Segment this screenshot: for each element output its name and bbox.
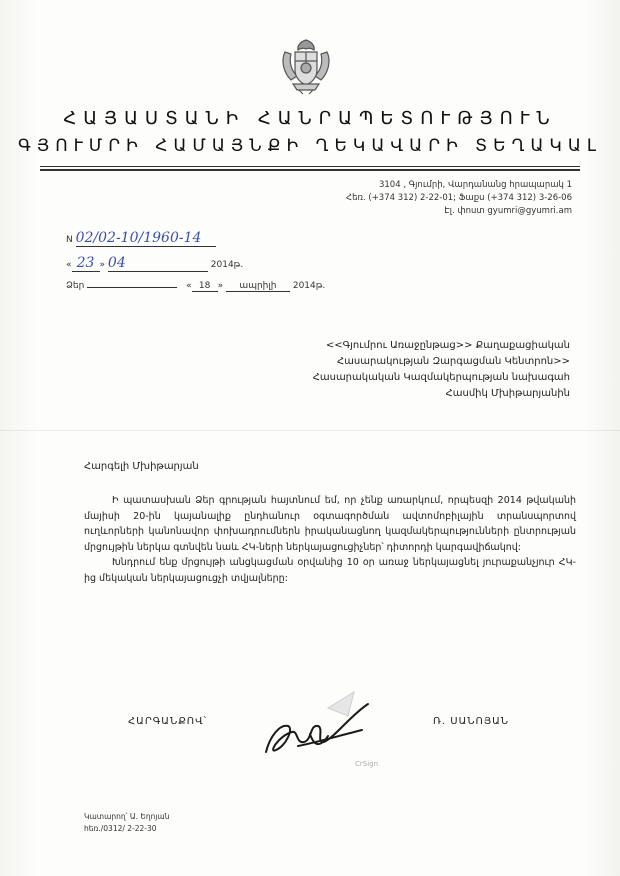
reply-year: 2014թ. <box>292 281 326 291</box>
reply-to-row: Ձեր « 18 » ապրիլի 2014թ. <box>66 281 326 291</box>
reply-month: ապրիլի <box>226 281 290 292</box>
letter-body <box>84 493 576 586</box>
outgoing-date-year: 2014թ. <box>210 260 244 270</box>
header-country: ՀԱՅԱՍՏԱՆԻ ՀԱՆՐԱՊԵՏՈՒԹՅՈՒՆ <box>63 108 557 129</box>
reply-prefix: Ձեր <box>66 281 85 291</box>
header-office: ԳՅՈՒՄՐԻ ՀԱՄԱՅՆՔԻ ՂԵԿԱՎԱՐԻ ՏԵՂԱԿԱԼ <box>18 136 602 156</box>
header-rule-top <box>40 166 580 167</box>
body-paragraph: Խնդրում ենք մրցույթի անցկացման օրվանից 10 օր առաջ ներկայացնել յուրաքանչյուր ՀԿ-ից մեկական ներկայացուցչի տվյալները: <box>84 557 576 584</box>
reference-number: 02/02-10/1960-14 <box>76 230 216 247</box>
outgoing-date-row: « 23 » 04 2014թ. <box>66 255 244 271</box>
header-rule-bottom <box>40 169 580 171</box>
executor-name: Կատարող՝ Ա. Եղոյան <box>84 812 170 821</box>
signatory-name: Ռ. ՍԱՆՈՅԱՆ <box>433 716 510 727</box>
addressee-line: <<Գյումրու Առաջընթաց>> Քաղաքացիական <box>325 340 570 351</box>
phone-line: Հեռ. (+374 312) 2-22-01; Ֆաքս (+374 312) 3-26-06 <box>345 193 572 203</box>
closing-phrase: ՀԱՐԳԱՆՔՈՎ՝ <box>128 716 208 727</box>
outgoing-date-month: 04 <box>108 255 208 272</box>
digital-signature-mark: CrSign <box>355 760 379 768</box>
outgoing-date-day: 23 <box>72 255 100 272</box>
addressee-block <box>313 338 570 402</box>
email-line: Էլ. փոստ gyumri@gyumri.am <box>444 206 572 216</box>
greeting: Հարգելի Մխիթարյան <box>84 461 199 472</box>
address-line: 3104 , Գյումրի, Վարդանանց հրապարակ 1 <box>378 180 572 190</box>
reference-number-row <box>66 230 216 247</box>
handwritten-signature-icon <box>258 686 388 766</box>
reference-number-prefix: N <box>66 235 73 245</box>
paper-fold <box>0 430 620 431</box>
addressee-line: Հասմիկ Մխիթարյանին <box>445 388 570 399</box>
addressee-line: Հասարակության Զարգացման Կենտրոն>> <box>337 356 570 367</box>
executor-phone: հեռ./0312/ 2-22-30 <box>84 824 157 833</box>
addressee-line: Հասարակական Կազմակերպության նախագահ <box>312 372 570 383</box>
coat-of-arms-icon <box>277 36 335 96</box>
reply-day: 18 <box>192 281 218 292</box>
body-paragraph: Ի պատասխան Ձեր գրության հայտնում եմ, որ չենք առարկում, որպեսզի 2014 թվականի մայիսի 20-ին կայանալիք ընդհանուր օգտագործման ավտոմոբիլային տրանսպորտով ուղևորների կանոնավոր փոխադրումներն իրականացնող կազմակերպությունների ընտրության մրցույթին ներկա գտնվեն նաև ՀԿ-ների ներկայացուցիչներ՝ դիտորդի կարգավիճակով: <box>84 495 576 553</box>
